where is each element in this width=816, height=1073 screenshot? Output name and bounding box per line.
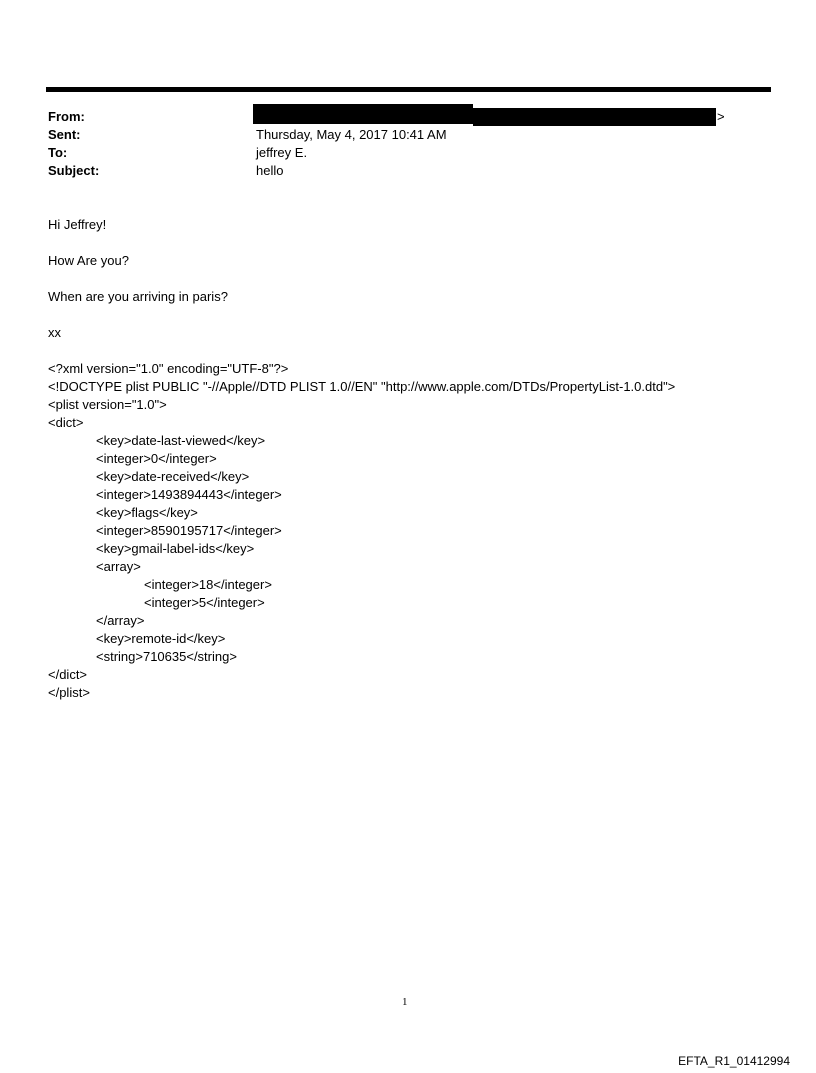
bates-number: EFTA_R1_01412994 [678, 1054, 790, 1068]
sent-value: Thursday, May 4, 2017 10:41 AM [256, 127, 447, 142]
plist-line: </plist> [48, 685, 90, 700]
plist-line: </dict> [48, 667, 88, 682]
subject-row [48, 162, 748, 180]
plist-line: <string>710635</string> [96, 649, 237, 664]
redaction-block [253, 104, 473, 124]
plist-line: <key>date-received</key> [96, 469, 250, 484]
from-suffix: > [717, 109, 725, 124]
to-value: jeffrey E. [256, 145, 308, 160]
body-line: Hi Jeffrey! [48, 217, 107, 232]
body-line: When are you arriving in paris? [48, 289, 228, 304]
body-line: xx [48, 325, 61, 340]
sent-row [48, 126, 748, 144]
plist-line: <plist version="1.0"> [48, 397, 167, 412]
header-divider [46, 87, 771, 92]
subject-value: hello [256, 163, 284, 178]
plist-line: <key>gmail-label-ids</key> [96, 541, 255, 556]
page-number: 1 [402, 996, 408, 1008]
subject-label: Subject: [48, 163, 100, 178]
plist-line: <key>date-last-viewed</key> [96, 433, 266, 448]
from-label: From: [48, 109, 85, 124]
plist-line: <array> [96, 559, 141, 574]
plist-line: <integer>8590195717</integer> [96, 523, 282, 538]
plist-line: <integer>0</integer> [96, 451, 217, 466]
plist-line: <integer>1493894443</integer> [96, 487, 282, 502]
to-row [48, 144, 748, 162]
plist-line: <key>flags</key> [96, 505, 198, 520]
plist-line: <dict> [48, 415, 84, 430]
plist-line: <key>remote-id</key> [96, 631, 226, 646]
from-row [48, 108, 748, 126]
sent-label: Sent: [48, 127, 81, 142]
plist-line: <integer>18</integer> [144, 577, 272, 592]
plist-line: <integer>5</integer> [144, 595, 265, 610]
redaction-block [473, 108, 716, 126]
plist-line: <?xml version="1.0" encoding="UTF-8"?> [48, 361, 289, 376]
body-line: How Are you? [48, 253, 129, 268]
plist-line: <!DOCTYPE plist PUBLIC "-//Apple//DTD PLIST 1.0//EN" "http://www.apple.com/DTDs/PropertyList-1.0.dtd"> [48, 379, 676, 394]
plist-line: </array> [96, 613, 145, 628]
to-label: To: [48, 145, 68, 160]
